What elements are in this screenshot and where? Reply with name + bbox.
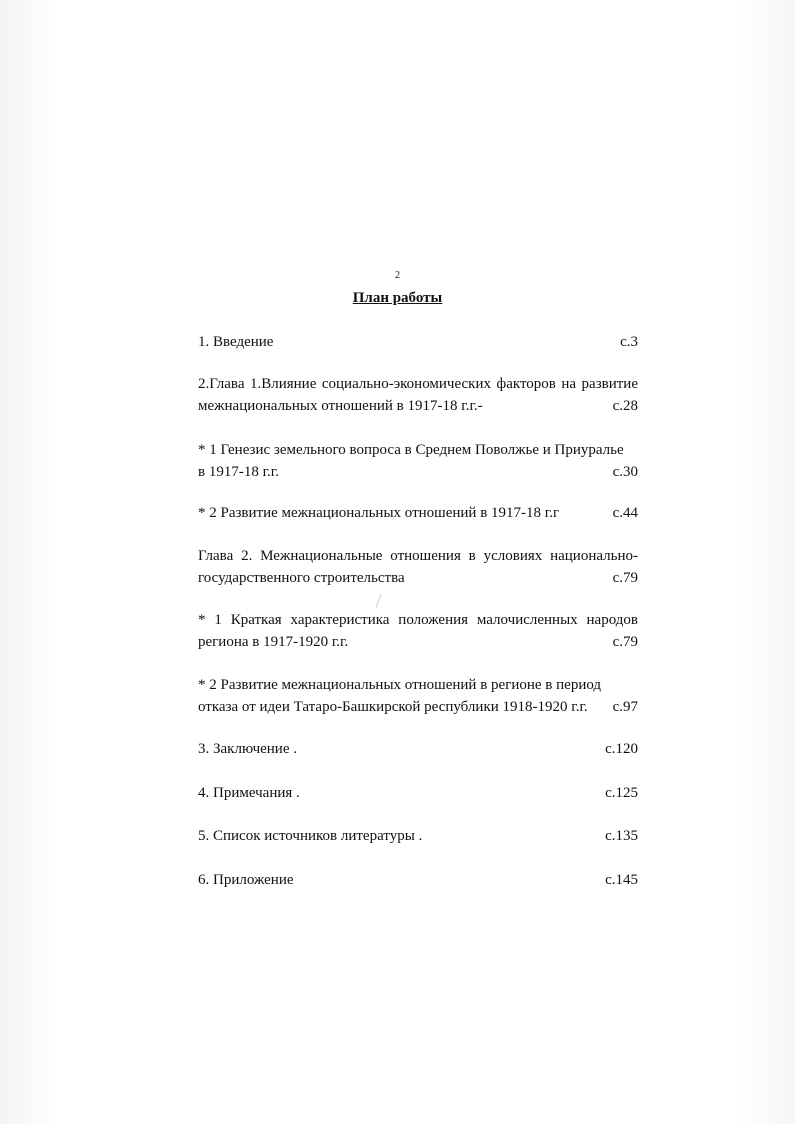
toc-entry-text: 3. Заключение . [198, 741, 297, 757]
page-title: План работы [352, 290, 443, 306]
toc-entry-page: с.79 [612, 634, 638, 650]
toc-entry-text: региона в 1917-1920 г.г. [198, 634, 349, 650]
toc-entry-chapter-2 [198, 545, 638, 589]
toc-entry-text: отказа от идеи Татаро-Башкирской республики 1918-1920 г.г. [198, 699, 588, 715]
toc-entry-text: * 2 Развитие межнациональных отношений в регионе в период [198, 677, 602, 693]
toc-entry-text: * 1 Генезис земельного вопроса в Среднем Поволжье и Приуралье [198, 442, 624, 458]
toc-entry-chapter-2-section-2 [198, 674, 638, 718]
toc-entry-page: с.125 [605, 785, 638, 801]
toc-entry-page: с.30 [612, 464, 638, 480]
toc-entry-chapter-2-section-1 [198, 609, 638, 653]
toc-entry-text: межнациональных отношений в 1917-18 г.г.- [198, 398, 483, 414]
toc-entry-chapter-1-section-2 [198, 502, 638, 524]
toc-entry-text: Глава 2. Межнациональные отношения в условиях национально- [198, 548, 638, 564]
toc-entry-bibliography [198, 825, 638, 847]
toc-entry-text: 5. Список источников литературы . [198, 828, 423, 844]
toc-entry-page: с.120 [605, 741, 638, 757]
toc-entry-text: 1. Введение [198, 334, 274, 350]
page-number: 2 [395, 270, 400, 281]
toc-entry-text: государственного строительства [198, 570, 405, 586]
toc-entry-text: 6. Приложение [198, 872, 294, 888]
toc-entry-text: * 1 Краткая характеристика положения малочисленных народов [198, 612, 638, 628]
toc-entry-introduction [198, 331, 638, 353]
toc-entry-text: 4. Примечания . [198, 785, 300, 801]
toc-entry-page: с.97 [612, 699, 638, 715]
toc-entry-appendix [198, 869, 638, 891]
toc-entry-page: с.79 [612, 570, 638, 586]
toc-entry-page: с.28 [612, 398, 638, 414]
toc-entry-text: в 1917-18 г.г. [198, 464, 279, 480]
toc-entry-conclusion [198, 738, 638, 760]
toc-entry-notes [198, 782, 638, 804]
toc-entry-text: * 2 Развитие межнациональных отношений в 1917-18 г.г [198, 505, 560, 521]
toc-entry-chapter-1-section-1 [198, 439, 638, 483]
toc-entry-page: с.44 [612, 505, 638, 521]
toc-entry-chapter-1 [198, 373, 638, 417]
toc-entry-text: 2.Глава 1.Влияние социально-экономических факторов на развитие [198, 376, 638, 392]
toc-entry-page: с.3 [620, 334, 638, 350]
toc-entry-page: с.135 [605, 828, 638, 844]
toc-entry-page: с.145 [605, 872, 638, 888]
